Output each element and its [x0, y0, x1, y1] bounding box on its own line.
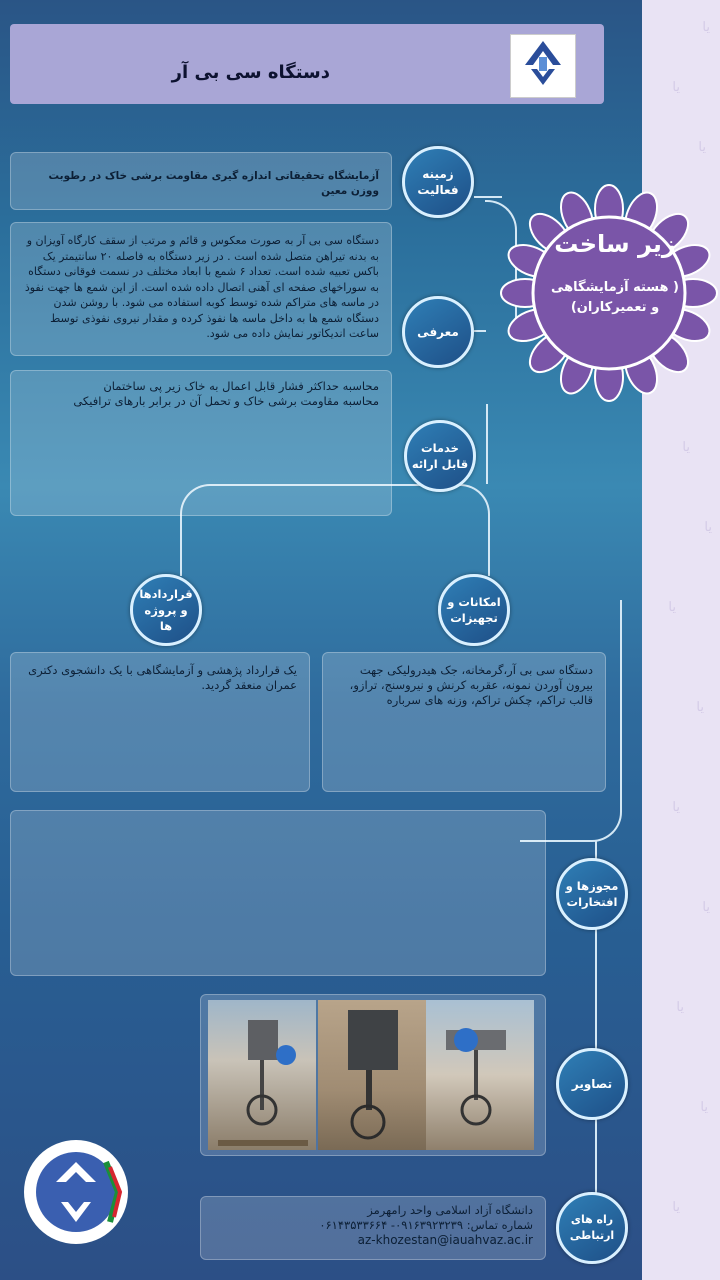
contact-email[interactable]: az-khozestan@iauahvaz.ac.ir	[357, 1233, 533, 1247]
photo-cbr-machine-3	[426, 1000, 534, 1150]
equipment-box	[322, 652, 606, 792]
services-line1: محاسبه حداکثر فشار قابل اعمال به خاک زیر پی ساختمان	[103, 379, 379, 393]
machine-illustration-2	[318, 1000, 426, 1150]
pattern-glyph: ﻳﺎ	[698, 140, 706, 155]
anniversary-emblem	[6, 1122, 136, 1272]
flower-subtitle-line1: ( هسته آزمایشگاهی	[550, 280, 679, 295]
activity-box	[10, 152, 392, 210]
contact-line1: دانشگاه آزاد اسلامی واحد رامهرمز	[367, 1203, 533, 1217]
photo-cbr-machine-2	[318, 1000, 426, 1150]
services-text	[23, 379, 379, 409]
flower-subtitle	[540, 278, 690, 318]
activity-text: آزمایشگاه تحقیقاتی اندازه گیری مقاومت برشی خاک در رطوبت ووزن معین	[48, 170, 379, 197]
intro-text: دستگاه سی بی آر به صورت معکوس و قائم و مرتب از سقف کارگاه آویزان و به بدنه تیراهن متصل شده است . در زیر دستگاه به فاصله ۲۰ سانتیمتر یک باکس تعبیه شده است. تعداد ۶ شمع با ابعاد مختلف در نسمت فوقانی دستگاه به سوراخهای صفحه ای آهنی اتصال داده شده است. از این شمع ها جهت نفوذ در ماسه های متراکم شده توسط کوبه استفاده می شود. با روشن شدن دستگاه شمع ها به داخل ماسه ها نفوذ کرده و مقدار نیروی نفوذی توسط ساعت اندیکاتور نمایش داده می شود.	[24, 234, 379, 340]
pattern-glyph: ﻳﺎ	[704, 520, 712, 535]
machine-illustration-3	[426, 1000, 534, 1150]
permits-badge: مجوزها و افتخارات	[556, 858, 628, 930]
intro-box	[10, 222, 392, 356]
services-badge: خدمات قابل ارائه	[404, 420, 476, 492]
connector-line	[474, 330, 486, 332]
contracts-text: یک قرارداد پژهشی و آزمایشگاهی با یک دانشجوی دکتری عمران منعقد گردید.	[28, 663, 297, 692]
pattern-glyph: ﻳﺎ	[668, 600, 676, 615]
flower-subtitle-line2: و تعمیرکاران)	[570, 300, 660, 315]
connector-line	[486, 404, 488, 484]
photo-cbr-machine-1	[208, 1000, 316, 1150]
university-logo	[510, 34, 576, 98]
contracts-box	[10, 652, 310, 792]
pattern-glyph: ﻳﺎ	[672, 1200, 680, 1215]
page-title: دستگاه سی بی آر	[171, 62, 330, 83]
pattern-glyph: ﻳﺎ	[702, 20, 710, 35]
logo-icon	[511, 35, 575, 97]
intro-badge: معرفی	[402, 296, 474, 368]
pattern-glyph: ﻳﺎ	[702, 900, 710, 915]
machine-illustration-1	[208, 1000, 316, 1150]
contact-phone: شماره تماس: ۰۹۱۶۳۹۲۳۲۳۹- ۰۶۱۴۳۵۳۳۶۶۴	[319, 1218, 533, 1232]
pattern-glyph: ﻳﺎ	[696, 700, 704, 715]
services-box	[10, 370, 392, 516]
activity-badge: زمینه فعالیت	[402, 146, 474, 218]
flower-title: زیر ساخت	[554, 230, 676, 258]
contact-badge: راه های ارتباطی	[556, 1192, 628, 1264]
pattern-glyph: ﻳﺎ	[700, 1100, 708, 1115]
pattern-glyph: ﻳﺎ	[676, 1000, 684, 1015]
contact-box	[200, 1196, 546, 1260]
pattern-glyph: ﻳﺎ	[682, 440, 690, 455]
pattern-glyph: ﻳﺎ	[672, 800, 680, 815]
pattern-glyph: ﻳﺎ	[672, 80, 680, 95]
equipment-badge: امکانات و تجهیزات	[438, 574, 510, 646]
equipment-text: دستگاه سی بی آر،گرمخانه، جک هیدرولیکی جهت بیرون آوردن نمونه، عقربه کرنش و نیروسنج، ترازو، قالب تراکم، چکش تراکم، وزنه های سرباره	[349, 663, 593, 707]
images-badge: تصاویر	[556, 1048, 628, 1120]
services-line2: محاسبه مقاومت برشی خاک و تحمل آن در برابر بارهای ترافیکی	[73, 394, 379, 408]
contracts-badge: قراردادها و پروژه ها	[130, 574, 202, 646]
permits-box	[10, 810, 546, 976]
contact-text	[213, 1203, 533, 1248]
